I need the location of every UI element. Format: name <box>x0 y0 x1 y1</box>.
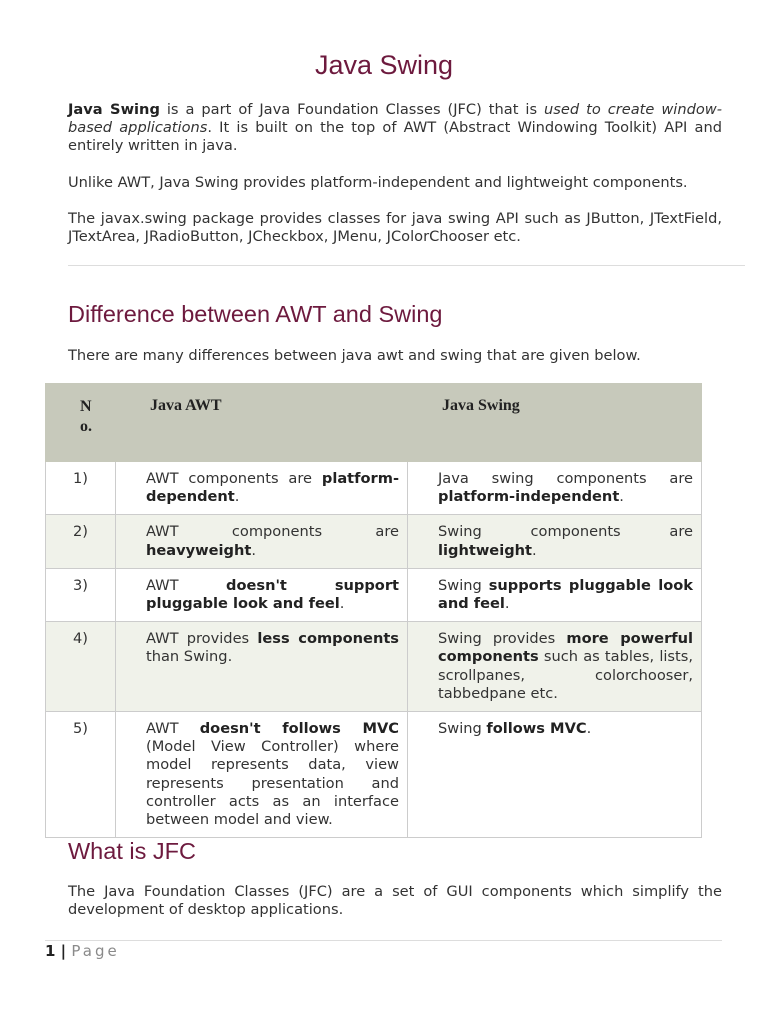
intro-paragraph-2: Unlike AWT, Java Swing provides platform-independent and lightweight components. <box>68 174 688 191</box>
bold-fragment: platform-independent <box>438 488 620 506</box>
text-fragment: than Swing. <box>146 648 233 666</box>
text-fragment: Swing components are <box>438 523 693 541</box>
text-fragment: Java swing components are <box>438 470 693 487</box>
row-number-cell: 4) <box>46 622 116 712</box>
row-number-cell: 1) <box>46 462 116 515</box>
intro-text-b: . It is built on the top of AWT (Abstract Windowing Toolkit) API and entirely written in java. <box>68 119 722 155</box>
header-java-awt: Java AWT <box>116 384 408 462</box>
footer-divider <box>45 940 722 941</box>
page-footer <box>45 942 120 960</box>
text-fragment: Swing <box>438 720 487 738</box>
table-row <box>46 568 702 621</box>
text-fragment: Swing provides <box>438 630 567 648</box>
row-number-cell: 2) <box>46 515 116 568</box>
text-fragment: . <box>339 595 345 613</box>
text-fragment: . <box>586 720 592 738</box>
text-fragment: . <box>504 595 510 613</box>
footer-separator: | <box>55 942 72 960</box>
row-number-cell: 3) <box>46 568 116 621</box>
table-row <box>46 515 702 568</box>
table-row <box>46 462 702 515</box>
header-no <box>46 384 116 462</box>
section-lead-paragraph: There are many differences between java awt and swing that are given below. <box>68 347 641 364</box>
intro-bold-term: Java Swing <box>68 101 160 118</box>
table-row <box>46 712 702 838</box>
bold-fragment: follows MVC <box>486 720 587 738</box>
intro-text-a: is a part of Java Foundation Classes (JFC) that is <box>159 101 545 118</box>
text-fragment: . <box>234 488 240 506</box>
swing-cell <box>408 462 702 515</box>
awt-cell <box>116 568 408 621</box>
text-fragment: such as tables, lists, scrollpanes, colorchooser, tabbedpane etc. <box>438 648 693 702</box>
swing-cell <box>408 568 702 621</box>
swing-cell <box>408 515 702 568</box>
text-fragment: . <box>619 488 624 506</box>
section-divider <box>68 265 745 266</box>
text-fragment: AWT <box>146 720 200 738</box>
bold-fragment: heavyweight <box>146 541 252 559</box>
header-java-swing: Java Swing <box>408 384 702 462</box>
jfc-paragraph: The Java Foundation Classes (JFC) are a set of GUI components which simplify the development of desktop applications. <box>68 883 722 919</box>
bold-fragment: lightweight <box>438 541 533 559</box>
swing-cell <box>408 622 702 712</box>
comparison-table <box>45 383 702 838</box>
text-fragment: AWT components are <box>146 470 322 487</box>
table-header-row <box>46 384 702 462</box>
page-number: 1 <box>45 942 56 960</box>
text-fragment: (Model View Controller) where model represents data, view represents presentation and controller acts as an interface between model and view. <box>146 738 399 829</box>
bold-fragment: supports pluggable look and feel <box>438 576 693 613</box>
bold-fragment: doesn't follows MVC <box>199 720 400 738</box>
swing-cell <box>408 712 702 838</box>
bold-fragment: platform-dependent <box>146 470 399 506</box>
text-fragment: . <box>532 541 537 559</box>
text-fragment: AWT <box>146 576 227 594</box>
header-no-label: No. <box>80 398 92 435</box>
awt-cell <box>116 462 408 515</box>
awt-cell <box>116 622 408 712</box>
text-fragment: AWT provides <box>146 630 258 648</box>
text-fragment: AWT components are <box>146 523 399 541</box>
text-fragment: . <box>251 541 256 559</box>
row-number-cell: 5) <box>46 712 116 838</box>
bold-fragment: less components <box>257 630 399 648</box>
intro-italic-phrase: used to create window-based applications <box>68 101 722 137</box>
table-body <box>46 462 702 838</box>
text-fragment: Swing <box>438 576 489 594</box>
table-row <box>46 622 702 712</box>
intro-paragraph-3: The javax.swing package provides classes for java swing API such as JButton, JTextField, JTextArea, JRadioButton, JCheckbox, JMenu, JColorChooser etc. <box>68 210 722 246</box>
section-heading-jfc: What is JFC <box>68 838 196 864</box>
page-title: Java Swing <box>314 50 454 80</box>
bold-fragment: more powerful components <box>438 630 694 666</box>
awt-cell <box>116 515 408 568</box>
awt-cell <box>116 712 408 838</box>
section-heading-difference: Difference between AWT and Swing <box>68 301 443 327</box>
intro-paragraph-1 <box>68 101 722 156</box>
bold-fragment: doesn't support pluggable look and feel <box>146 576 399 613</box>
page-label: Page <box>71 942 120 960</box>
